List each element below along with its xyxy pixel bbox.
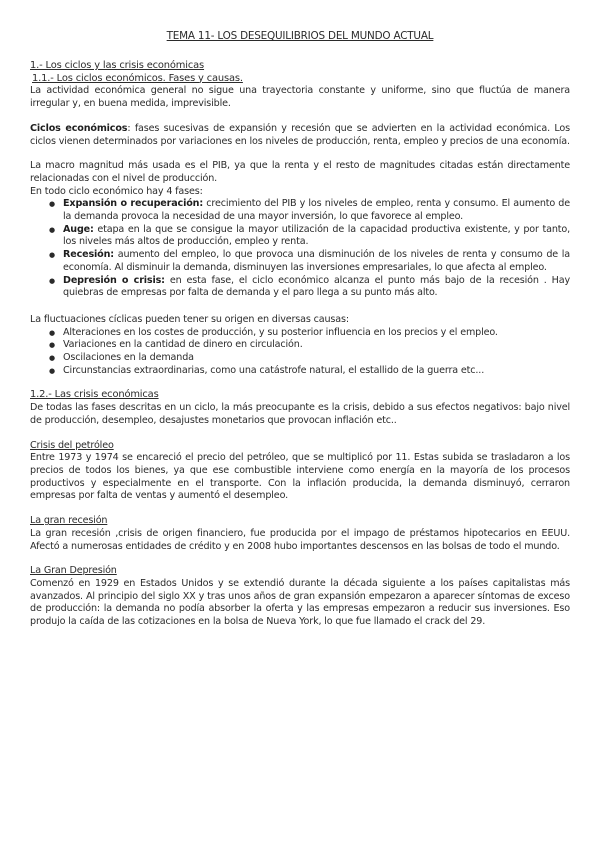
list-item: ● Auge: etapa en la que se consigue la mayor utilización de la capacidad productiva existente, y por tanto, los niveles más altos de producción, empleo y renta. <box>63 224 570 249</box>
paragraph: La gran recesión ,crisis de origen financiero, fue producida por el impago de préstamos hipotecarios en EEUU. Afectó a numerosas entidades de crédito y en 2008 hubo importantes descensos en las bolsas de todo el mundo. <box>30 527 570 552</box>
paragraph: La actividad económica general no sigue una trayectoria constante y uniforme, sino que fluctúa de manera irregular y, en buena medida, imprevisible. <box>30 85 570 110</box>
term: Ciclos económicos <box>30 122 128 134</box>
list-item: ● Expansión o recuperación: crecimiento del PIB y los niveles de empleo, renta y consumo. El aumento de la demanda provoca la necesidad de una mayor inversión, lo que favorece al empleo. <box>63 198 570 223</box>
subsection-heading: 1.1.- Los ciclos económicos. Fases y causas. <box>32 72 243 84</box>
subsection-heading: 1.2.- Las crisis económicas <box>30 389 159 401</box>
paragraph: En todo ciclo económico hay 4 fases: <box>30 185 203 197</box>
list-item: ● Variaciones en la cantidad de dinero en circulación. <box>63 339 570 352</box>
list-item: ● Depresión o crisis: en esta fase, el ciclo económico alcanza el punto más bajo de la recesión . Hay quiebras de empresas por falta de demanda y el paro llega a su punto más alto. <box>63 275 570 300</box>
topic-heading: La Gran Depresión <box>30 565 117 577</box>
document-body <box>30 60 570 629</box>
topic-heading: Crisis del petróleo <box>30 439 114 451</box>
section-heading: 1.- Los ciclos y las crisis económicas <box>30 60 205 71</box>
ciclos-paragraph: Ciclos económicos: fases sucesivas de expansión y recesión que se advierten en la actividad económica. Los ciclos vienen determinados por variaciones en los niveles de producción, renta, empleo y precios de una economía. <box>30 122 570 147</box>
paragraph: De todas las fases descritas en un ciclo, la más preocupante es la crisis, debido a sus efectos negativos: bajo nivel de producción, desempleo, desajustes monetarios que provocan inflación etc.. <box>30 402 570 426</box>
paragraph: Comenzó en 1929 en Estados Unidos y se extendió durante la década siguiente a los países capitalistas más avanzados. Al principio del siglo XX y tras unos años de gran expansión empezaron a aparecer síntomas de exceso de producción: la demanda no podía absorber la oferta y las empresas empezaron a reducir sus inversiones. Eso produjo la caída de las cotizaciones en la bolsa de Nueva York, lo que fue llamado el crack del 29. <box>30 577 570 628</box>
paragraph: Entre 1973 y 1974 se encareció el precio del petróleo, que se multiplicó por 11. Estas subida se trasladaron a los precios de todos los bienes, ya que ese combustible interviene como energía en la mayoría de los procesos productivos y especialmente en el transporte. Con la inflación producida, la demanda disminuyó, cerraron empresas por falta de ventas y aumentó el desempleo. <box>30 452 570 502</box>
list-item: ● Recesión: aumento del empleo, lo que provoca una disminución de los niveles de renta y consumo de la economía. Al disminuir la demanda, disminuyen las inversiones empresariales, lo que afecta al empleo. <box>63 249 570 274</box>
topic-heading: La gran recesión <box>30 515 108 527</box>
page-title: TEMA 11- LOS DESEQUILIBRIOS DEL MUNDO ACTUAL <box>166 30 434 42</box>
list-item: ● Circunstancias extraordinarias, como una catástrofe natural, el estallido de la guerra etc... <box>63 365 570 378</box>
paragraph: La macro magnitud más usada es el PIB, ya que la renta y el resto de magnitudes citadas están directamente relacionadas con el nivel de producción. <box>30 160 570 184</box>
fases-list <box>30 198 570 300</box>
list-item: ● Oscilaciones en la demanda <box>63 352 570 365</box>
causas-list <box>30 327 570 378</box>
paragraph: La fluctuaciones cíclicas pueden tener su origen en diversas causas: <box>30 313 349 325</box>
list-item: ● Alteraciones en los costes de producción, y su posterior influencia en los precios y el empleo. <box>63 327 570 340</box>
